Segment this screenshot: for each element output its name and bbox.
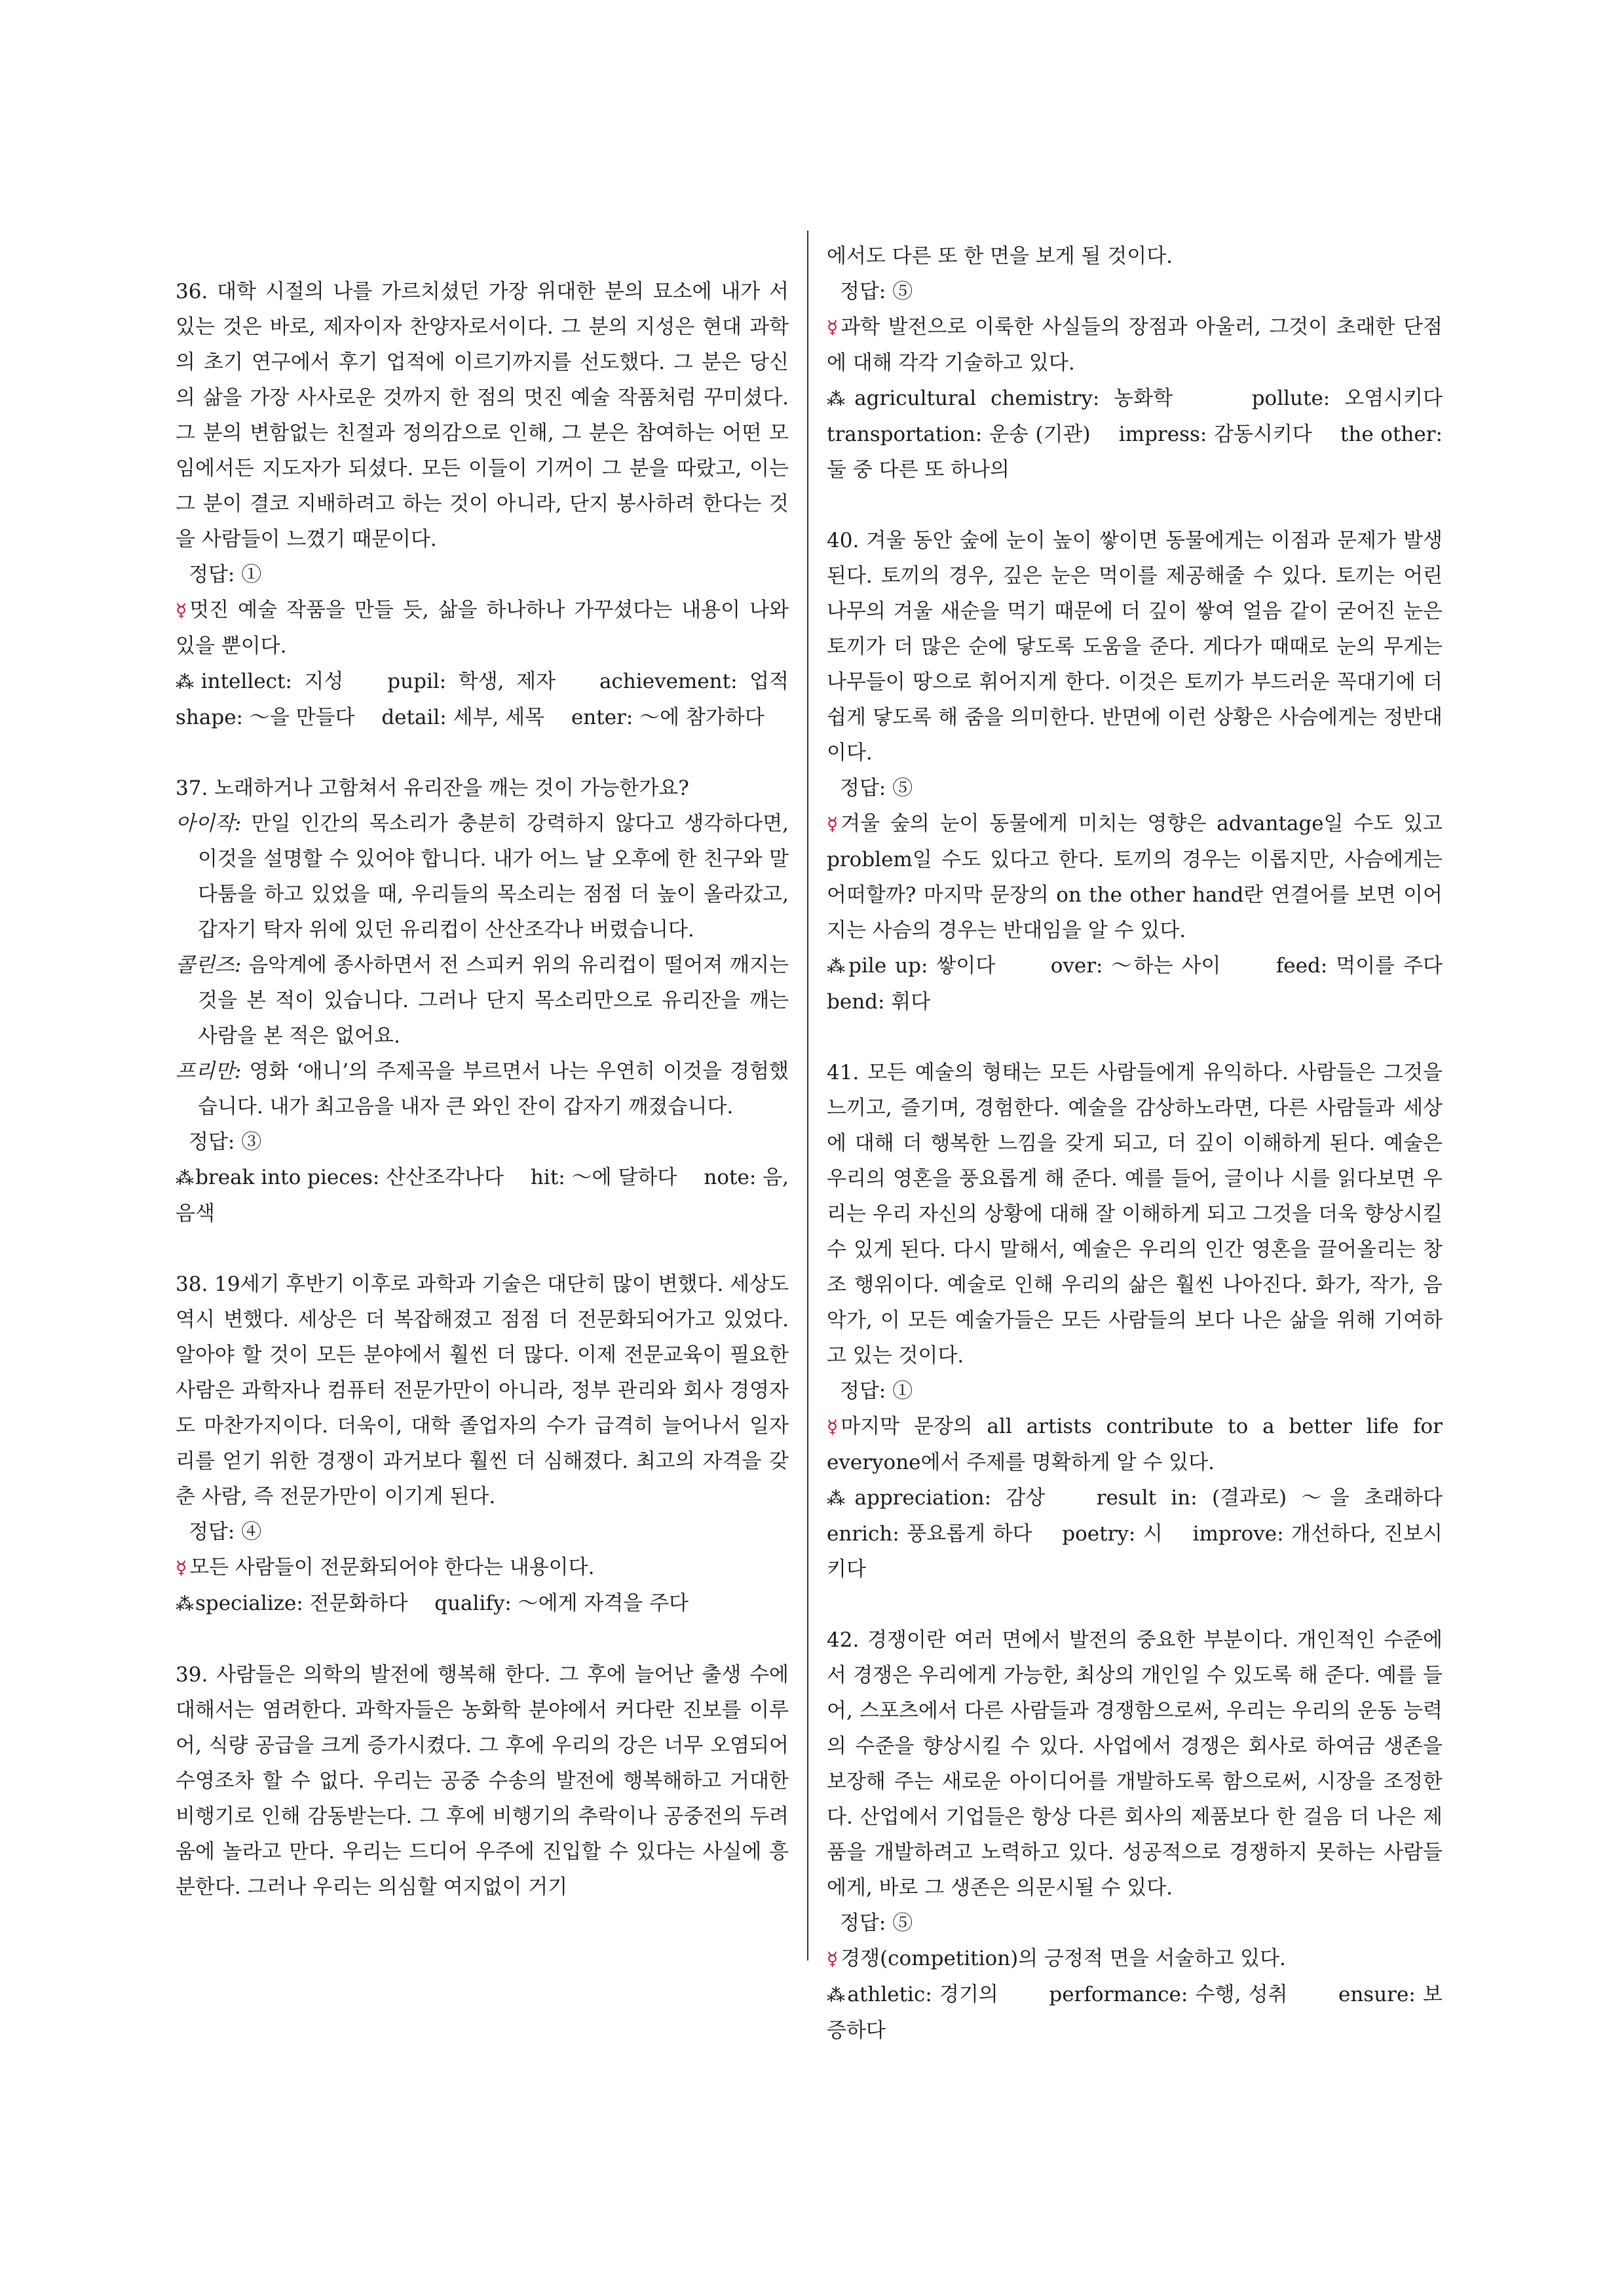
lightbulb-icon: ☿ [827, 813, 839, 835]
lightbulb-icon: ☿ [827, 316, 839, 338]
question-38 [176, 1267, 789, 1622]
passage: 노래하거나 고함쳐서 유리잔을 깨는 것이 가능한가요? [214, 776, 689, 800]
speaker: 아이작: [176, 812, 242, 835]
question-number: 36. [176, 280, 208, 303]
vocabulary: ⁂specialize: 전문화하다 qualify: ～에게 자격을 주다 [176, 1592, 689, 1615]
passage: 사람들은 의학의 발전에 행복해 한다. 그 후에 늘어난 출생 수에 대해서는 염려한다. 과학자들은 농화학 분야에서 커다란 진보를 이루어, 식량 공급을 크게 증가시켰다. 그 후에 우리의 강은 너무 오염되어 수영조차 할 수 없다. 우리는 공중 수송의 발전에 행복해하고 거대한 비행기로 인해 감동받는다. 그 후에 비행기의 추락이나 공중전의 두려움에 놀라고 만다. 우리는 드디어 우주에 진입할 수 있다는 사실에 흥분한다. 그러나 우리는 의심할 여지없이 거기 [176, 1663, 789, 1899]
passage: 19세기 후반기 이후로 과학과 기술은 대단히 많이 변했다. 세상도 역시 변했다. 세상은 더 복잡해졌고 점점 더 전문화되어가고 있었다. 알아야 할 것이 모든 분야에서 훨씬 더 많다. 이제 전문교육이 필요한 사람은 과학자나 컴퓨터 전문가만이 아니라, 정부 관리와 회사 경영자도 마찬가지이다. 더욱이, 대학 졸업자의 수가 급격히 늘어나서 일자리를 얻기 위한 경쟁이 과거보다 훨씬 더 심해졌다. 최고의 자격을 갖춘 사람, 즉 전문가만이 이기게 된다. [176, 1272, 789, 1508]
explanation: ☿ 겨울 숲의 눈이 동물에게 미치는 영향은 advantage일 수도 있고 problem일 수도 있다고 한다. 토끼의 경우는 이롭지만, 사슴에게는 어떠할까? 마지막 문장의 on the other hand란 연결어를 보면 이어지는 사슴의 경우는 반대임을 알 수 있다. [827, 812, 1443, 942]
question-text [827, 1622, 1443, 1905]
question-number: 40. [827, 529, 859, 552]
answer: 정답: ⑤ [840, 280, 913, 303]
question-text [176, 1657, 789, 1905]
question-41 [827, 1055, 1469, 1587]
stacked-triangles-icon: ⁂ [176, 1167, 195, 1189]
vocabulary: ⁂intellect: 지성 pupil: 학생, 제자 achievement: 업적 shape: ～을 만들다 detail: 세부, 세목 enter: ～에 참가하다 [176, 670, 816, 729]
question-number: 38. [176, 1272, 208, 1296]
question-text [176, 274, 789, 557]
answer: 정답: ④ [189, 1520, 262, 1544]
stacked-triangles-icon: ⁂ [176, 1593, 194, 1615]
question-39 [176, 1657, 789, 1905]
lightbulb-icon: ☿ [827, 1416, 839, 1438]
dialog-line: 콜린즈: 음악계에 종사하면서 전 스피커 위의 유리컵이 떨어져 깨지는 것을 본 적이 있습니다. 그러나 단지 목소리만으로 유리잔을 깨는 사람을 본 적은 없어요. [176, 953, 789, 1048]
passage: 경쟁이란 여러 면에서 발전의 중요한 부분이다. 개인적인 수준에서 경쟁은 우리에게 가능한, 최상의 개인일 수 있도록 해 준다. 예를 들어, 스포츠에서 다른 사람들과 경쟁함으로써, 우리는 우리의 운동 능력의 수준을 향상시킬 수 있다. 사업에서 경쟁은 회사로 하여금 생존을 보장해 주는 새로운 아이디어를 개발하도록 함으로써, 시장을 조정한다. 산업에서 기업들은 항상 다른 회사의 제품보다 한 걸음 더 나은 제품을 개발하려고 노력하고 있다. 성공적으로 경쟁하지 못하는 사람들에게, 바로 그 생존은 의문시될 수 있다. [827, 1628, 1443, 1900]
question-42 [827, 1622, 1443, 2048]
stacked-triangles-icon: ⁂ [827, 388, 854, 410]
explanation: ☿ 마지막 문장의 all artists contribute to a better life for everyone에서 주제를 명확하게 알 수 있다. [827, 1415, 1443, 1474]
question-text [176, 771, 789, 806]
answer: 정답: ① [189, 563, 262, 586]
question-40 [827, 523, 1469, 1020]
stacked-triangles-icon: ⁂ [827, 1984, 846, 2006]
explanation: ☿ 과학 발전으로 이룩한 사실들의 장점과 아울러, 그것이 초래한 단점에 대해 각각 기술하고 있다. [827, 315, 1443, 375]
dialog-line: 프리만: 영화 ‘애니’의 주제곡을 부르면서 나는 우연히 이것을 경험했습니다. 내가 최고음을 내자 큰 와인 잔이 갑자기 깨졌습니다. [176, 1060, 789, 1119]
lightbulb-icon: ☿ [827, 1948, 839, 1970]
stacked-triangles-icon: ⁂ [827, 955, 848, 977]
lightbulb-icon: ☿ [176, 1557, 187, 1578]
column-divider [807, 231, 808, 1961]
answer: 정답: ⑤ [840, 776, 913, 800]
speaker: 프리만: [176, 1060, 242, 1083]
vocabulary: ⁂break into pieces: 산산조각나다 hit: ～에 달하다 note: 음, 음색 [176, 1166, 789, 1225]
question-number: 39. [176, 1663, 208, 1687]
question-number: 41. [827, 1061, 859, 1084]
passage: 겨울 동안 숲에 눈이 높이 쌓이면 동물에게는 이점과 문제가 발생된다. 토끼의 경우, 깊은 눈은 먹이를 제공해줄 수 있다. 토끼는 어린 나무의 겨울 새순을 먹기 때문에 더 깊이 쌓여 얼음 같이 굳어진 눈은 토끼가 더 많은 순에 닿도록 도움을 준다. 게다가 때때로 눈의 무게는 나무들이 땅으로 휘어지게 한다. 이것은 토끼가 부드러운 꼭대기에 더 쉽게 닿도록 해 줌을 의미한다. 반면에 이런 상황은 사슴에게는 정반대이다. [827, 529, 1443, 765]
explanation: ☿ 경쟁(competition)의 긍정적 면을 서술하고 있다. [827, 1947, 1286, 1970]
vocabulary: ⁂appreciation: 감상 result in: (결과로) ～을 초래하다 enrich: 풍요롭게 하다 poetry: 시 improve: 개선하다, 진보시키다 [827, 1486, 1469, 1581]
stacked-triangles-icon: ⁂ [827, 1487, 854, 1509]
question-text [176, 1267, 789, 1514]
right-column [827, 0, 1469, 2084]
question-number: 42. [827, 1628, 859, 1652]
speaker: 콜린즈: [176, 953, 242, 977]
answer: 정답: ① [840, 1379, 913, 1403]
vocabulary: ⁂pile up: 쌓이다 over: ～하는 사이 feed: 먹이를 주다 bend: 휘다 [827, 954, 1469, 1014]
explanation: ☿ 모든 사람들이 전문화되어야 한다는 내용이다. [176, 1556, 595, 1579]
question-text [827, 1055, 1443, 1373]
vocabulary: ⁂agricultural chemistry: 농화학 pollute: 오염시키다 transportation: 운송 (기관) impress: 감동시키다 the other: 둘 중 다른 또 하나의 [827, 387, 1469, 482]
explanation: ☿ 멋진 예술 작품을 만들 듯, 삶을 하나하나 가꾸셨다는 내용이 나와 있을 뿐이다. [176, 598, 789, 658]
stacked-triangles-icon: ⁂ [176, 671, 200, 693]
lightbulb-icon: ☿ [176, 600, 187, 621]
dialog-line: 아이작: 만일 인간의 목소리가 충분히 강력하지 않다고 생각하다면, 이것을 설명할 수 있어야 합니다. 내가 어느 날 오후에 한 친구와 말다툼을 하고 있었을 때, 우리들의 목소리는 점점 더 높이 올라갔고, 갑자기 탁자 위에 있던 유리컵이 산산조각나 버렸습니다. [176, 812, 789, 942]
question-number: 37. [176, 776, 208, 800]
answer: 정답: ⑤ [840, 1911, 913, 1935]
answer: 정답: ③ [189, 1130, 262, 1154]
question-39-continued [827, 239, 1469, 488]
passage: 모든 예술의 형태는 모든 사람들에게 유익하다. 사람들은 그것을 느끼고, 즐기며, 경험한다. 예술을 감상하노라면, 다른 사람들과 세상에 대해 더 행복한 느낌을 갖게 되고, 더 깊이 이해하게 된다. 예술은 우리의 영혼을 풍요롭게 해 준다. 예를 들어, 글이나 시를 읽다보면 우리는 우리 자신의 상황에 대해 잘 이해하게 되고 그것을 더욱 향상시킬 수 있게 된다. 다시 말해서, 예술은 우리의 인간 영혼을 끌어올리는 창조 행위이다. 예술로 인해 우리의 삶은 훨씬 나아진다. 화가, 작가, 음악가, 이 모든 예술가들은 모든 사람들의 보다 나은 삶을 위해 기여하고 있는 것이다. [827, 1061, 1443, 1368]
question-text [827, 523, 1443, 771]
question-36 [176, 274, 816, 735]
vocabulary: ⁂athletic: 경기의 performance: 수행, 성취 ensure: 보증하다 [827, 1983, 1443, 2042]
question-37 [176, 771, 789, 1231]
passage: 대학 시절의 나를 가르치셨던 가장 위대한 분의 묘소에 내가 서 있는 것은 바로, 제자이자 찬양자로서이다. 그 분의 지성은 현대 과학의 초기 연구에서 후기 업적에 이르기까지를 선도했다. 그 분은 당신의 삶을 가장 사사로운 것까지 한 점의 멋진 예술 작품처럼 꾸미셨다. 그 분의 변함없는 친절과 정의감으로 인해, 그 분은 참여하는 어떤 모임에서든 지도자가 되셨다. 모든 이들이 기꺼이 그 분을 따랐고, 이는 그 분이 결코 지배하려고 하는 것이 아니라, 단지 봉사하려 한다는 것을 사람들이 느꼈기 때문이다. [176, 280, 789, 551]
left-column [176, 0, 816, 1940]
passage-continuation: 에서도 다른 또 한 면을 보게 될 것이다. [827, 244, 1173, 268]
